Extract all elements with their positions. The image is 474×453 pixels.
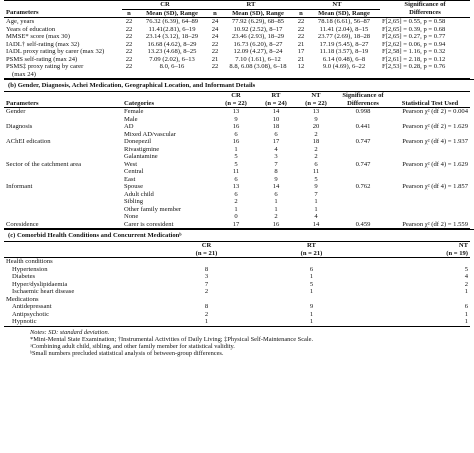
value-cell: 13 [232, 183, 240, 190]
param-cell [4, 168, 122, 176]
table-row [4, 146, 470, 154]
value-cell: 1 [314, 198, 318, 205]
value-cell: 1 [464, 310, 468, 318]
value-cell: 21 [297, 55, 305, 63]
value-cell: F[2,65] = 0.39, p = 0.68 [382, 25, 446, 33]
value-cell: 11 [312, 168, 320, 175]
param-cell: Hyper/dyslipidaemia [12, 280, 68, 288]
param-cell [4, 213, 122, 221]
value-cell [364, 296, 470, 304]
value-cell: 7.10 (1.61), 6–12 [235, 55, 281, 63]
value-cell: 0.762 [355, 183, 371, 190]
value-cell: 4 [464, 273, 468, 280]
value-cell: 6.14 (0.48), 6–8 [322, 55, 366, 63]
value-cell: 6 [234, 175, 238, 183]
table-row [4, 108, 470, 116]
table-row [4, 266, 470, 274]
value-cell: 6 [234, 130, 238, 138]
table-row [4, 288, 470, 296]
table-row [4, 258, 470, 266]
value-cell: 6 [464, 303, 468, 310]
value-cell: 8.8, 6.08 (3.08), 6–18 [229, 63, 287, 70]
col-rt: RT [208, 1, 294, 10]
value-cell: 20 [312, 123, 320, 130]
value-cell: 5 [234, 160, 238, 168]
value-cell: 23.77 (2.69), 18–28 [317, 33, 371, 40]
table-row [4, 273, 470, 281]
category-cell: Other family member [124, 205, 182, 213]
table-row [4, 26, 470, 34]
value-cell [294, 71, 308, 79]
value-cell: 16 [232, 138, 240, 145]
value-cell [154, 258, 259, 266]
param-cell [4, 153, 122, 161]
table-row [4, 198, 470, 206]
table-row [4, 176, 470, 184]
value-cell [336, 176, 390, 184]
table-row [4, 138, 470, 146]
category-cell: None [124, 213, 139, 220]
value-cell: Pearson χ² (df 2) = 0.004 [402, 108, 468, 115]
param-cell [4, 146, 122, 154]
table-row [4, 296, 470, 304]
param-cell: PSMS self-rating (max 24) [6, 55, 78, 63]
table-row [4, 213, 470, 221]
table-row [4, 116, 470, 124]
value-cell: 7 [274, 160, 278, 168]
param-cell [4, 176, 122, 184]
value-cell: 8 [204, 303, 209, 310]
value-cell: 6 [234, 190, 238, 198]
value-cell: 22 [211, 63, 219, 70]
value-cell [390, 206, 470, 214]
note-line: Notes: SD: standard deviation. [30, 328, 110, 336]
value-cell: 16 [232, 123, 240, 130]
table-part-b: CR RT NT Significance of Parameters Categories (n = 22) (n = 24) (n = 22) Differences Statistical Test Used Gender Female 13 14 13 0.998 Pearson χ² (df 2) = 0.004 Male 9 10 9 Diagnosis AD 16 18 20 0.441 Pearson χ² (df 2) = 1.629 Mixed AD/vascular 6 6 2 AChEI edication Donepezil 16 17 18 0.747 Pearson χ² (df 4) = 1.937 Rivastigmine 1 4 2 Galantamine 5 3 2 Sector of the catchment area West 5 7 6 0.747 Pearson χ² (df 4) = 1.629 Central 11 8 11 East 6 9 5 Informant Spouse 13 14 9 0.762 Pearson χ² (df 4) = 1.857 Adult child 6 6 7 Sibling 2 1 1 Other family member 1 1 1 None 0 2 4 Coresidence Carer is coresident 17 16 14 0.459 Pearson χ² (df 2) = 1.559 [6, 92, 468, 228]
table-row [4, 41, 470, 49]
value-cell: 14 [312, 220, 320, 228]
value-cell: 21 [297, 40, 305, 48]
param-cell: Antipsychotic [12, 310, 49, 318]
value-cell: 0.459 [355, 220, 371, 228]
value-cell [136, 71, 208, 79]
table-row [4, 71, 470, 79]
col-nt: NT [294, 1, 380, 10]
value-cell: 9 [314, 115, 318, 123]
value-cell: 1 [464, 288, 468, 295]
value-cell [259, 258, 364, 266]
table-row [4, 123, 470, 131]
category-cell: Donepezil [124, 138, 152, 145]
value-cell [390, 153, 470, 161]
value-cell [390, 168, 470, 176]
value-cell: 7.09 (2.02), 6–13 [149, 55, 195, 63]
note-line: ᵇSmall numbers precluded statistical analysis of between-group differences. [30, 350, 224, 358]
value-cell [336, 131, 390, 139]
value-cell: 8 [274, 168, 278, 175]
value-cell: 11.41(2.81), 6–19 [148, 25, 196, 33]
value-cell: 13 [312, 108, 320, 115]
value-cell: 2 [204, 288, 209, 295]
value-cell: 12 [297, 63, 305, 70]
value-cell: 21 [211, 55, 219, 63]
value-cell: 22 [297, 33, 305, 40]
value-cell: 17 [272, 138, 280, 145]
value-cell [390, 146, 470, 154]
value-cell: 14 [272, 108, 280, 115]
param-cell: Sector of the catchment area [6, 160, 82, 168]
param-cell: Antidepressant [12, 303, 52, 310]
value-cell: 24 [211, 25, 219, 33]
value-cell [336, 153, 390, 161]
value-cell: 1 [309, 310, 314, 318]
category-cell: Female [124, 108, 144, 115]
table-row [4, 191, 470, 199]
value-cell: 2 [314, 153, 318, 160]
value-cell: 1 [464, 318, 468, 325]
param-cell: Age, years [6, 18, 35, 25]
param-cell: Hypertension [12, 265, 48, 273]
value-cell: Pearson χ² (df 4) = 1.857 [402, 183, 468, 190]
value-cell: 1 [314, 205, 318, 213]
value-cell [336, 198, 390, 206]
table-notes [30, 329, 474, 358]
value-cell [259, 296, 364, 304]
param-cell: AChEI edication [6, 138, 51, 145]
value-cell [364, 258, 470, 266]
category-cell: Spouse [124, 183, 144, 190]
value-cell: 1 [204, 318, 209, 325]
table-row [4, 33, 470, 41]
value-cell: 22 [125, 33, 133, 40]
value-cell: 18 [312, 138, 320, 145]
value-cell: 22 [297, 25, 305, 33]
value-cell: 9 [274, 175, 278, 183]
table-row [4, 281, 470, 289]
value-cell: 22 [125, 40, 133, 48]
table-row [4, 183, 470, 191]
param-cell [4, 116, 122, 124]
note-line: *Mini-Mental State Examination; †Instrumental Activities of Daily Living; ‡Physical Self-Maintenance Scale. [30, 335, 314, 343]
value-cell: 13 [232, 108, 240, 115]
value-cell: Pearson χ² (df 4) = 1.629 [402, 160, 468, 168]
param-cell: Medications [6, 295, 39, 303]
value-cell: 5 [314, 175, 318, 183]
param-cell: MMSE* score (max 30) [6, 33, 70, 40]
value-cell: 2 [274, 213, 278, 220]
value-cell: 2 [204, 310, 209, 318]
value-cell: 23.46 (2.93), 18–29 [231, 33, 285, 40]
value-cell: 4 [274, 145, 278, 153]
value-cell: 78.18 (6.61), 56–87 [317, 18, 371, 25]
param-cell [4, 191, 122, 199]
value-cell: 10 [272, 115, 280, 123]
value-cell: 5 [234, 153, 238, 160]
table-row [4, 311, 470, 319]
value-cell: 11.18 (3.57), 8–19 [319, 48, 369, 55]
value-cell: 9 [234, 115, 238, 123]
category-cell: Galantamine [124, 153, 158, 160]
value-cell: 16.68 (4.62), 8–29 [147, 40, 197, 48]
value-cell: 13.23 (4.68), 8–25 [147, 48, 197, 55]
part-b-title: (b) Gender, Diagnosis, Achei Medication, Geographical Location, and Informant Details [4, 79, 474, 91]
category-cell: Adult child [124, 190, 154, 198]
value-cell: 1 [309, 318, 314, 325]
value-cell [390, 213, 470, 221]
value-cell: 4 [314, 213, 318, 220]
param-cell: Ischaemic heart disease [12, 288, 75, 295]
value-cell [390, 116, 470, 124]
param-cell: (max 24) [12, 70, 36, 78]
table-row [4, 63, 470, 71]
value-cell: 24 [211, 18, 219, 25]
value-cell: 11 [232, 168, 240, 175]
table-row [4, 18, 470, 26]
value-cell: 77.92 (6.29), 68–85 [231, 18, 285, 25]
param-cell: Informant [6, 183, 33, 190]
value-cell [336, 213, 390, 221]
table-row [4, 153, 470, 161]
param-cell [4, 206, 122, 214]
param-cell: IADL proxy rating by carer (max 32) [6, 48, 105, 55]
param-cell: Diabetes [12, 273, 36, 280]
value-cell [154, 296, 259, 304]
value-cell: 17.19 (5.45), 8–27 [319, 40, 369, 48]
value-cell: 7 [314, 190, 318, 198]
value-cell: 16 [272, 220, 280, 228]
value-cell [336, 191, 390, 199]
value-cell [390, 191, 470, 199]
value-cell [122, 71, 136, 79]
value-cell: 5 [309, 280, 314, 288]
value-cell: 6 [274, 130, 278, 138]
value-cell [222, 71, 294, 79]
param-cell: Gender [6, 108, 26, 115]
value-cell: 14 [272, 183, 280, 190]
param-cell: PSMS‡ proxy rating by carer [6, 63, 84, 70]
value-cell: 0 [234, 213, 238, 220]
value-cell [208, 71, 222, 79]
category-cell: Mixed AD/vascular [124, 130, 176, 138]
value-cell: Pearson χ² (df 2) = 1.629 [402, 123, 468, 130]
category-cell: Carer is coresident [124, 220, 174, 228]
value-cell: Pearson χ² (df 4) = 1.937 [402, 138, 468, 145]
category-cell: Male [124, 115, 138, 123]
category-cell: Rivastigmine [124, 145, 160, 153]
value-cell: 6 [314, 160, 318, 168]
value-cell: 18 [272, 123, 280, 130]
value-cell: 6 [274, 190, 278, 198]
table-row [4, 206, 470, 214]
value-cell: 2 [314, 130, 318, 138]
value-cell [390, 176, 470, 184]
value-cell: 22 [125, 25, 133, 33]
param-cell: Hypnotic [12, 318, 37, 325]
value-cell [336, 146, 390, 154]
value-cell: 3 [274, 153, 278, 160]
value-cell: 22 [211, 48, 219, 55]
value-cell [336, 168, 390, 176]
param-cell [4, 198, 122, 206]
value-cell: 0.998 [355, 108, 371, 115]
value-cell: 8 [204, 265, 209, 273]
table-part-c: CR RT NT (n = 21) (n = 21) (n = 19) Health conditions Hypertension 8 6 5 Diabetes 3 1 4 Hyper/dyslipidaemia 7 5 2 Ischaemic heart disease 2 1 1 Medications Antidepressant 8 9 6 Antipsychotic 2 1 1 Hypnotic 1 1 1 [6, 242, 468, 325]
value-cell [336, 116, 390, 124]
table-row [4, 303, 470, 311]
value-cell: 2 [314, 145, 318, 153]
param-cell: Coresidence [6, 220, 39, 228]
table-row [4, 131, 470, 139]
table-row [4, 221, 470, 229]
value-cell: 1 [274, 205, 278, 213]
value-cell: 0.441 [355, 123, 371, 130]
value-cell: 1 [234, 145, 238, 153]
value-cell: 1 [309, 273, 314, 280]
value-cell: 22 [125, 63, 133, 70]
value-cell: 23.14 (3.12), 18–29 [145, 33, 199, 40]
value-cell: 1 [274, 198, 278, 205]
param-cell [4, 131, 122, 139]
category-cell: East [124, 175, 136, 183]
category-cell: AD [124, 123, 134, 130]
value-cell: 3 [204, 273, 209, 280]
value-cell: 9 [309, 303, 314, 310]
category-cell: Central [124, 168, 144, 175]
col-parameters: Parameters [6, 9, 39, 16]
value-cell [380, 71, 470, 79]
value-cell: 22 [125, 55, 133, 63]
part-c-title: (c) Comorbid Health Conditions and Concurrent Medicationᵇ [4, 229, 474, 241]
value-cell: 22 [211, 40, 219, 48]
value-cell: 17 [232, 220, 240, 228]
value-cell: 12.09 (4.27), 8–24 [233, 48, 283, 55]
value-cell [390, 131, 470, 139]
value-cell: 10.92 (2.52), 8–17 [233, 25, 283, 33]
value-cell: 0.747 [355, 160, 371, 168]
param-cell: Health conditions [6, 258, 53, 265]
value-cell: 22 [125, 48, 133, 55]
value-cell: 9.0 (4.69), 6–22 [322, 63, 366, 70]
table-row [4, 168, 470, 176]
table-row [4, 48, 470, 56]
value-cell [308, 71, 380, 79]
value-cell: 17 [297, 48, 305, 55]
value-cell: 0.747 [355, 138, 371, 145]
value-cell: 2 [464, 280, 468, 288]
value-cell: 22 [297, 18, 305, 25]
value-cell: 5 [464, 265, 468, 273]
category-cell: West [124, 160, 138, 168]
value-cell: 1 [234, 205, 238, 213]
value-cell: 1 [309, 288, 314, 295]
table-row [4, 161, 470, 169]
value-cell: F[2,58] = 1.16, p = 0.32 [382, 48, 446, 55]
value-cell: 11.41 (2.04), 8–15 [319, 25, 369, 33]
param-cell: Diagnosis [6, 123, 33, 130]
value-cell: F[2,65] = 0.27, p = 0.77 [382, 33, 446, 40]
table-part-a: CR RT NT Significance of Parameters n Mean (SD), Range n Mean (SD), Range n Mean (SD), Range Differences Age, years 22 76.32 (6.39), 64–89 24 77.92 (6.29), 68–85 22 78.18 (6.61), 56–87 F[2,65] = 0.55, p = 0.58 Years of education 22 11.41(2.81), 6–19 24 10.92 (2.52), 8–17 22 11.41 (2.04), 8–15 F[2,65] = 0.39, p = 0.68 MMSE* score (max 30) 22 23.14 (3.12), 18–29 24 23.46 (2.93), 18–29 22 23.77 (2.69), 18–28 F[2,65] = 0.27, p = 0.77 IADL† self-rating (max 32) 22 16.68 (4.62), 8–29 22 16.73 (6.20), 8–27 21 17.19 (5.45), 8–27 F[2,62] = 0.06, p = 0.94 IADL proxy rating by carer (max 32) 22 13.23 (4.68), 8–25 22 12.09 (4.27), 8–24 17 11.18 (3.57), 8–19 F[2,58] = 1.16, p = 0.32 PSMS self-rating (max 24) 22 7.09 (2.02), 6–13 21 7.10 (1.61), 6–12 21 6.14 (0.48), 6–8 F[2,61] = 2.18, p = 0.12 PSMS‡ proxy rating by carer 22 8.0, 6–16 22 8.8, 6.08 (3.08), 6–18 12 9.0 (4.69), 6–22 F[2,53] = 0.28, p = 0.76 (max 24) [4, 0, 470, 79]
value-cell: 24 [211, 33, 219, 40]
value-cell: 16.73 (6.20), 8–27 [233, 40, 283, 48]
table-row [4, 318, 470, 326]
value-cell: F[2,62] = 0.06, p = 0.94 [382, 40, 446, 48]
param-cell: Years of education [6, 25, 56, 33]
col-cr: CR [122, 1, 208, 10]
value-cell: F[2,61] = 2.18, p = 0.12 [382, 55, 446, 63]
value-cell: 2 [234, 198, 238, 205]
value-cell: 6 [309, 265, 314, 273]
value-cell: F[2,65] = 0.55, p = 0.58 [382, 18, 446, 25]
param-cell: IADL† self-rating (max 32) [6, 40, 80, 48]
value-cell: Pearson χ² (df 2) = 1.559 [402, 220, 468, 228]
value-cell: 9 [314, 183, 318, 190]
value-cell: 76.32 (6.39), 64–89 [145, 18, 199, 25]
value-cell: 22 [125, 18, 133, 25]
value-cell: 7 [204, 280, 209, 288]
value-cell [390, 198, 470, 206]
note-line: ᵃCombining adult child, sibling, and other family member for statistical validity. [30, 343, 235, 351]
col-signif: Significance of [404, 1, 446, 8]
value-cell [336, 206, 390, 214]
table-row [4, 56, 470, 64]
category-cell: Sibling [124, 198, 144, 205]
value-cell: F[2,53] = 0.28, p = 0.76 [382, 63, 446, 70]
value-cell: 8.0, 6–16 [159, 63, 185, 70]
